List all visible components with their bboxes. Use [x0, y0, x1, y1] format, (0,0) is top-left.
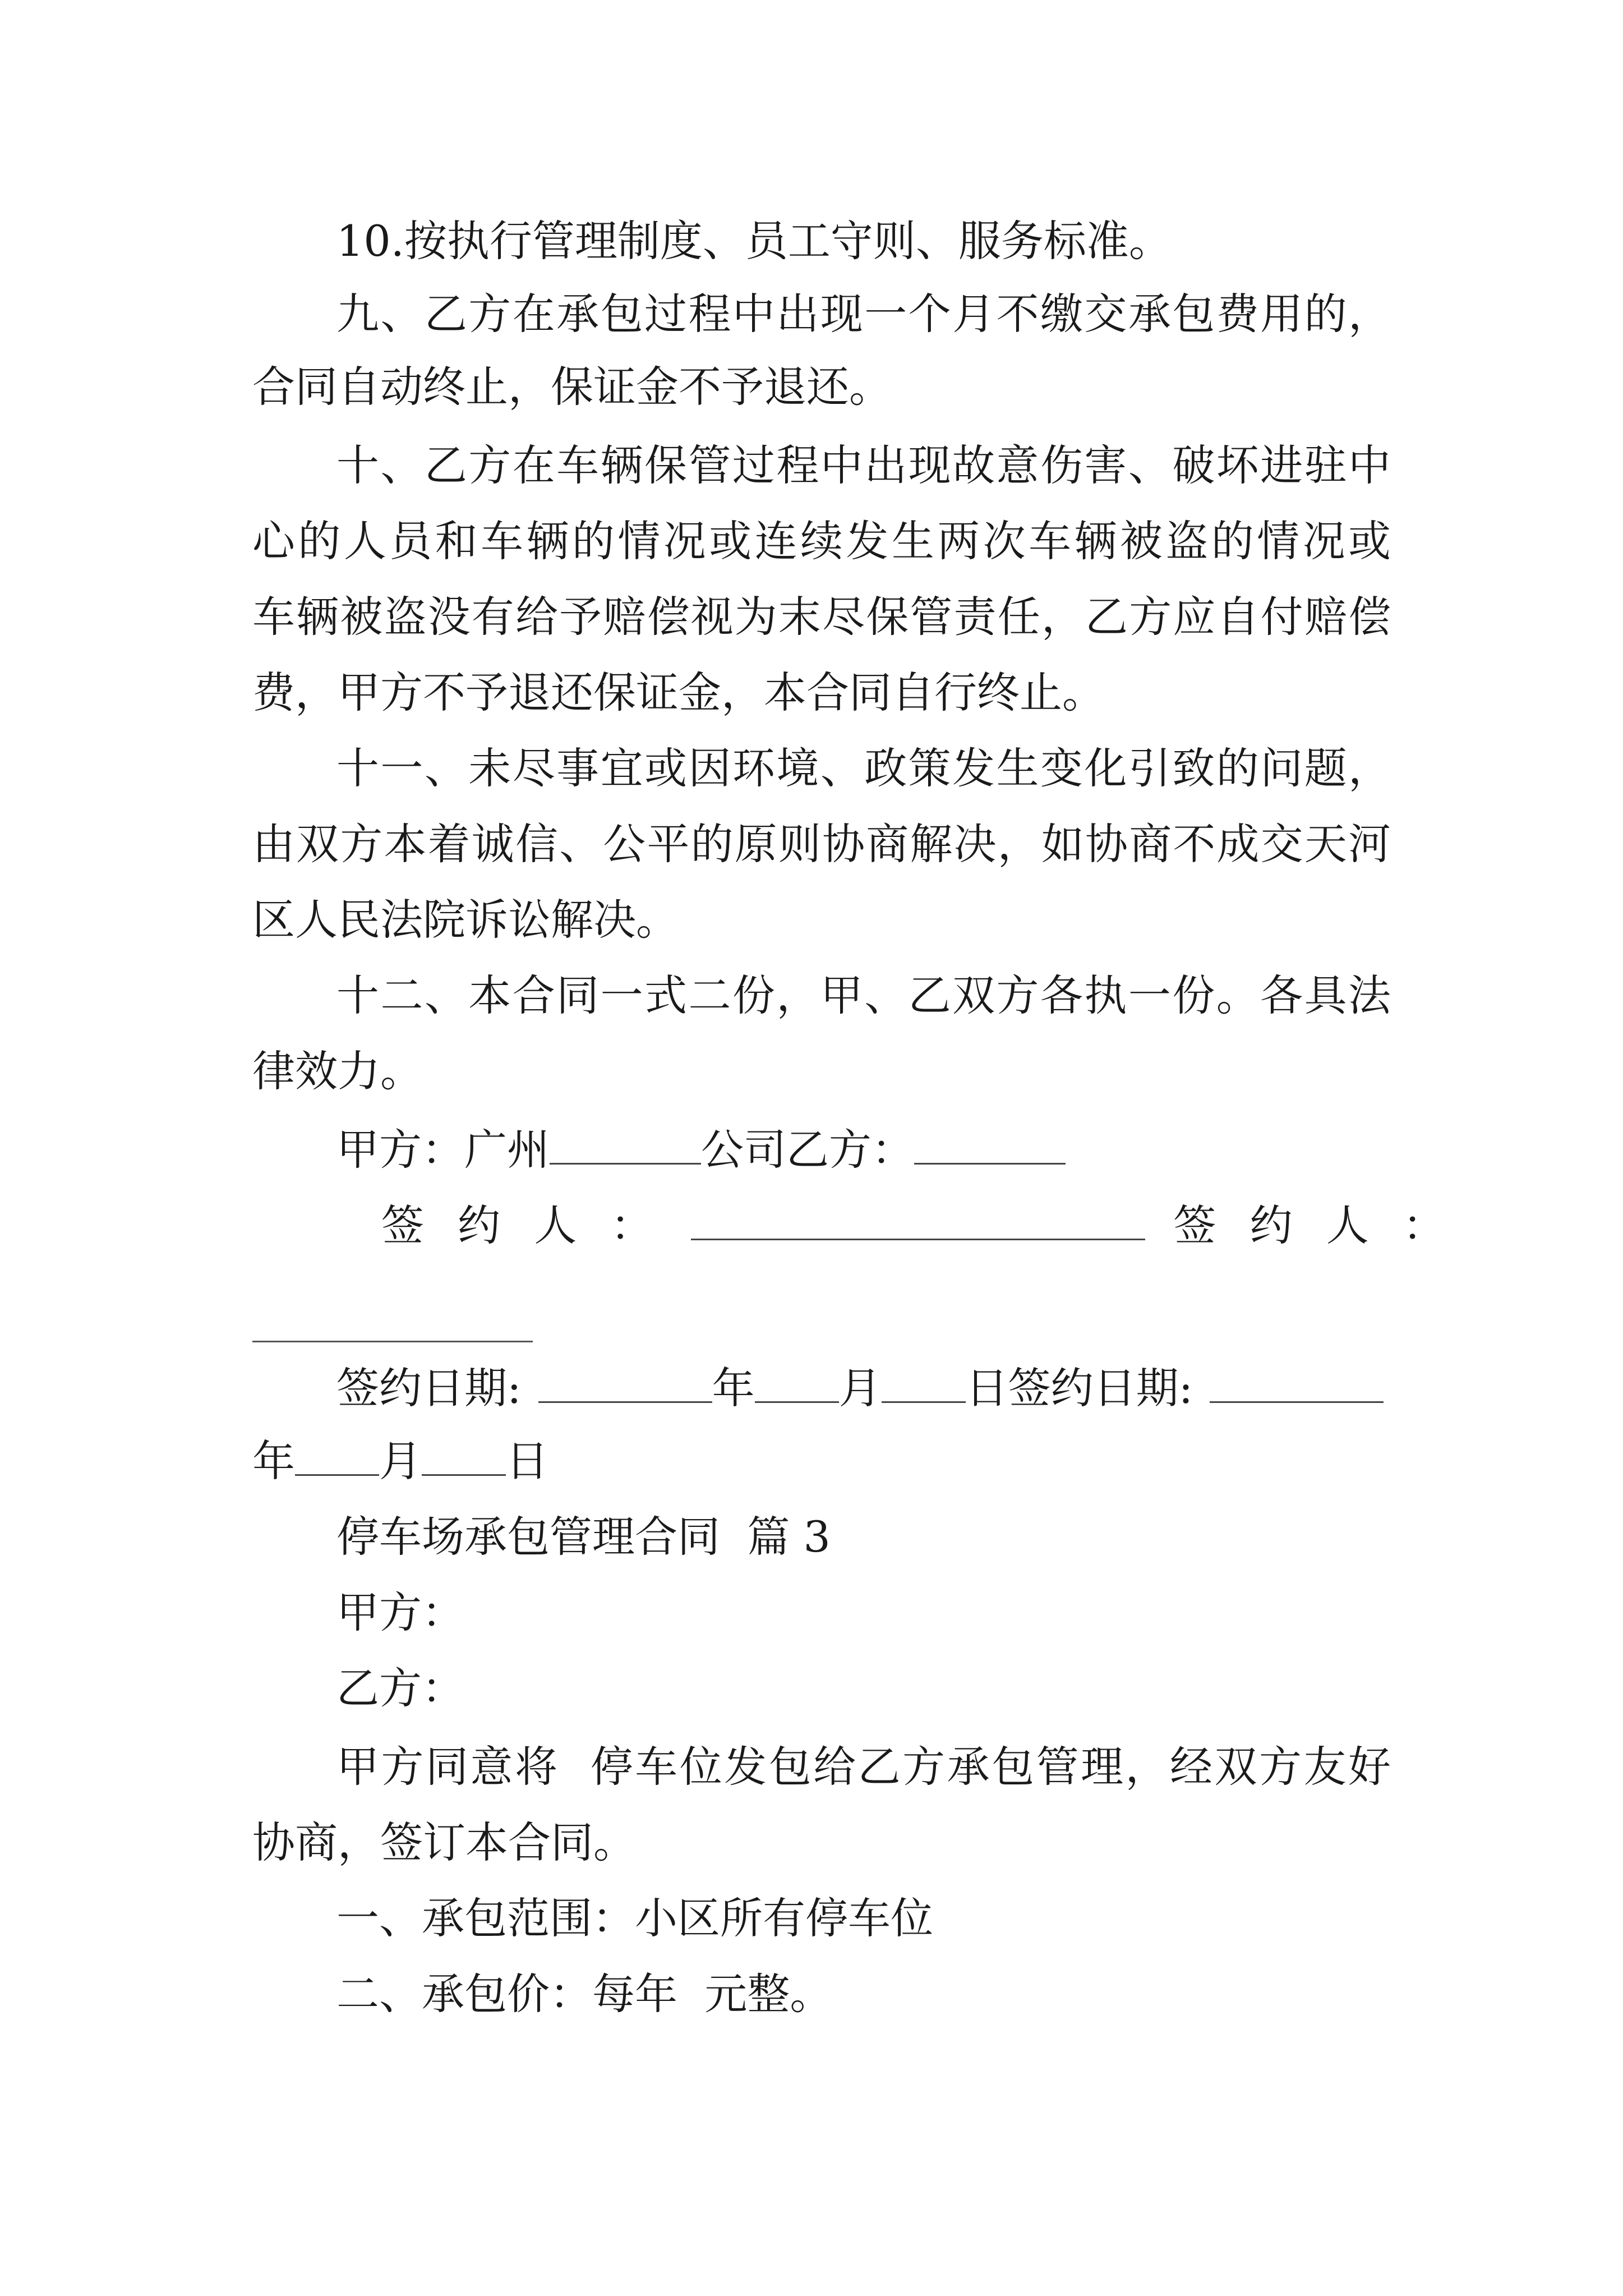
date-year-1: 年	[712, 1363, 755, 1413]
date-year-2: 年	[252, 1436, 295, 1486]
company-label: 公司乙方：	[701, 1125, 914, 1175]
party-b-blank	[914, 1124, 1066, 1165]
date-month-2: 月	[379, 1436, 422, 1486]
clause-9-line-1: 九、乙方在承包过程中出现一个月不缴交承包费用的，	[336, 289, 1391, 339]
clause-10b-line-4: 费，甲方不予退还保证金，本合同自行终止。	[252, 668, 1105, 717]
clause-11-line-3: 区人民法院诉讼解决。	[252, 895, 679, 945]
date-month-1: 月	[838, 1363, 882, 1413]
date-line-2	[252, 1433, 1391, 1495]
signer-left-blank	[691, 1199, 1145, 1240]
date-label-1: 签约日期:	[336, 1363, 522, 1413]
signer-right-label: 签 约 人 ：	[1173, 1200, 1455, 1250]
clause-10b-line-3: 车辆被盗没有给予赔偿视为末尽保管责任，乙方应自付赔偿	[252, 592, 1391, 642]
date-day-blank-2	[422, 1435, 506, 1476]
section-3-intro-line-1: 甲方同意将 停车位发包给乙方承包管理，经双方友好	[336, 1742, 1391, 1792]
clause-10-line: 10.按执行管理制度、员工守则、服务标准。	[336, 216, 1172, 266]
date-year-blank-2	[1210, 1362, 1384, 1403]
section-3-intro-line-2: 协商，签订本合同。	[252, 1818, 636, 1867]
section-3-party-a: 甲方：	[336, 1588, 464, 1637]
section-3-item-1: 一、承包范围：小区所有停车位	[336, 1893, 933, 1943]
clause-12-line-2: 律效力。	[252, 1046, 423, 1096]
clause-10b-line-2: 心的人员和车辆的情况或连续发生两次车辆被盗的情况或	[252, 516, 1391, 566]
party-a-label: 甲方：广州	[336, 1125, 550, 1175]
signer-right-blank	[252, 1341, 533, 1342]
clause-12-line-1: 十二、本合同一式二份，甲、乙双方各执一份。各具法	[336, 970, 1391, 1020]
section-3-item-2: 二、承包价：每年 元整。	[336, 1969, 833, 2019]
party-a-blank	[550, 1124, 701, 1165]
clause-10b-line-1: 十、乙方在车辆保管过程中出现故意伤害、破坏进驻中	[336, 440, 1391, 490]
date-line-1	[336, 1360, 1391, 1422]
clause-9-line-2: 合同自动终止，保证金不予退还。	[252, 362, 892, 412]
signer-left-label: 签 约 人 ：	[381, 1200, 663, 1250]
section-3-title: 停车场承包管理合同 篇 3	[336, 1512, 831, 1562]
date-day-blank-1	[882, 1362, 966, 1403]
date-month-blank-2	[295, 1435, 379, 1476]
signer-line	[381, 1198, 1455, 1259]
section-3-party-b: 乙方：	[336, 1663, 464, 1713]
date-day-2: 日	[506, 1436, 548, 1486]
date-month-blank-1	[755, 1362, 839, 1403]
clause-11-line-2: 由双方本着诚信、公平的原则协商解决，如协商不成交天河	[252, 819, 1391, 869]
date-day-and-label-2: 日签约日期:	[965, 1363, 1193, 1413]
clause-11-line-1: 十一、未尽事宜或因环境、政策发生变化引致的问题，	[336, 743, 1391, 793]
party-line	[336, 1122, 1391, 1184]
date-year-blank-1	[538, 1362, 712, 1403]
